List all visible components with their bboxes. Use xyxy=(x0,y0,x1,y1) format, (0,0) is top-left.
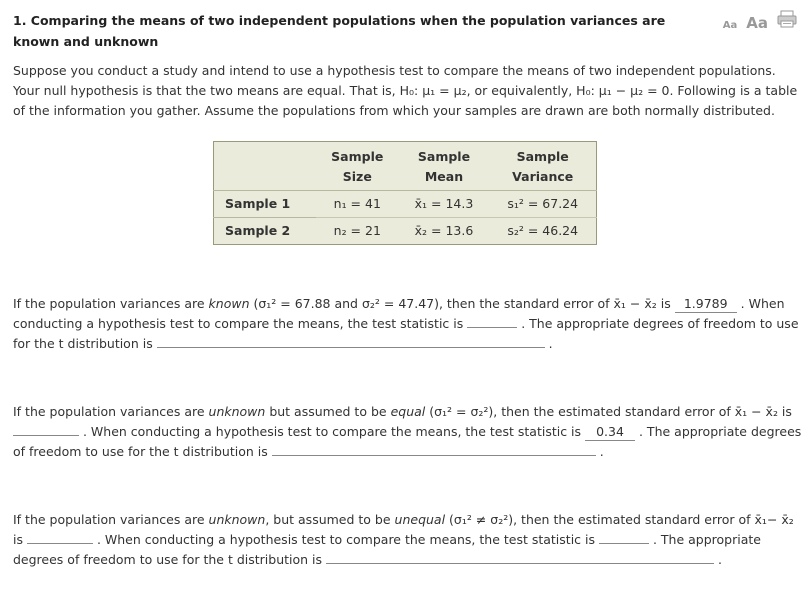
standard-error-answer[interactable] xyxy=(27,543,93,544)
table-row-label: Sample 1 xyxy=(214,191,317,218)
table-header-cell: Variance xyxy=(512,169,574,184)
table-row-label: Sample 2 xyxy=(214,218,317,245)
question-equal-variances xyxy=(13,402,803,462)
table-header-cell: Sample xyxy=(331,149,384,164)
question-text: (σ₁² = 67.88 and σ₂² = 47.47), then the standard error of x̄₁ − x̄₂ is xyxy=(249,296,675,311)
standard-error-answer[interactable]: 1.9789 xyxy=(675,296,737,313)
toolbar xyxy=(723,10,797,32)
table-row xyxy=(214,218,597,245)
emphasis-text: unequal xyxy=(394,512,446,527)
standard-error-answer[interactable] xyxy=(13,435,79,436)
question-text: If the population variances are xyxy=(13,404,209,419)
degrees-of-freedom-answer[interactable] xyxy=(157,347,545,348)
table-cell: x̄₂ = 13.6 xyxy=(399,218,490,245)
emphasis-text: known xyxy=(208,296,250,311)
table-header-cell xyxy=(214,142,317,168)
emphasis-text: unknown xyxy=(208,512,266,527)
question-text: If the population variances are xyxy=(13,296,209,311)
emphasis-text: equal xyxy=(390,404,426,419)
table-header-cell: Sample xyxy=(516,149,569,164)
table-cell: s₂² = 46.24 xyxy=(489,218,596,245)
sample-data-table xyxy=(213,141,597,245)
degrees-of-freedom-answer[interactable] xyxy=(272,455,596,456)
table-header-cell: Sample xyxy=(417,149,471,164)
table-header-cell: Mean xyxy=(424,169,464,184)
question-text: (σ₁² ≠ σ₂²), then the estimated standard error of x̄₁− x̄₂ is xyxy=(13,512,794,547)
table-cell: n₂ = 21 xyxy=(316,218,399,245)
question-text: . xyxy=(595,444,604,459)
question-text: . xyxy=(714,552,722,567)
question-text: (σ₁² = σ₂²), then the estimated standard error of x̄₁ − x̄₂ is xyxy=(425,404,792,419)
table-cell: s₁² = 67.24 xyxy=(489,191,596,218)
degrees-of-freedom-answer[interactable] xyxy=(326,563,714,564)
question-text: . When conducting a hypothesis test to compare the means, the test statistic is xyxy=(13,296,785,331)
table-cell: n₁ = 41 xyxy=(316,191,399,218)
question-text: but assumed to be xyxy=(265,404,391,419)
question-unequal-variances xyxy=(13,510,803,570)
question-known-variances xyxy=(13,294,803,354)
emphasis-text: unknown xyxy=(208,404,266,419)
question-text: . When conducting a hypothesis test to compare the means, the test statistic is xyxy=(92,532,599,547)
test-statistic-answer[interactable]: 0.34 xyxy=(585,424,635,441)
intro-paragraph: Suppose you conduct a study and intend to use a hypothesis test to compare the means of two independent populations. Your null hypothesis is that the two means are equal. That is, H₀: μ₁ = μ₂, or equivalently, H₀: μ₁ − μ₂ = 0. Following is a table of the information you gather. Assume the populations from which your samples are drawn are both normally distributed. xyxy=(13,63,798,118)
question-text: . The appropriate degrees of freedom to use for the t distribution is xyxy=(13,532,761,567)
question-text: , but assumed to be xyxy=(265,512,395,527)
print-icon[interactable] xyxy=(777,10,797,31)
question-text: . The appropriate degrees of freedom to use for the t distribution is xyxy=(13,316,799,351)
question-text: . When conducting a hypothesis test to compare the means, the test statistic is xyxy=(79,424,586,439)
table-row xyxy=(214,191,597,218)
table-header-cell: Size xyxy=(342,169,372,184)
table-header-row xyxy=(214,167,597,191)
test-statistic-answer[interactable] xyxy=(599,543,649,544)
question-text: If the population variances are xyxy=(13,512,209,527)
font-size-large-button[interactable]: Aa xyxy=(746,14,768,32)
question-text: . xyxy=(544,336,553,351)
table-header-cell xyxy=(214,167,317,191)
table-header-row xyxy=(214,142,597,168)
font-size-small-button[interactable]: Aa xyxy=(722,20,738,31)
test-statistic-answer[interactable] xyxy=(467,327,517,328)
table-cell: x̄₁ = 14.3 xyxy=(399,191,490,218)
question-text: . The appropriate degrees of freedom to use for the t distribution is xyxy=(13,424,802,459)
question-title: 1. Comparing the means of two independent populations when the population variances are known and unknown xyxy=(13,13,666,49)
